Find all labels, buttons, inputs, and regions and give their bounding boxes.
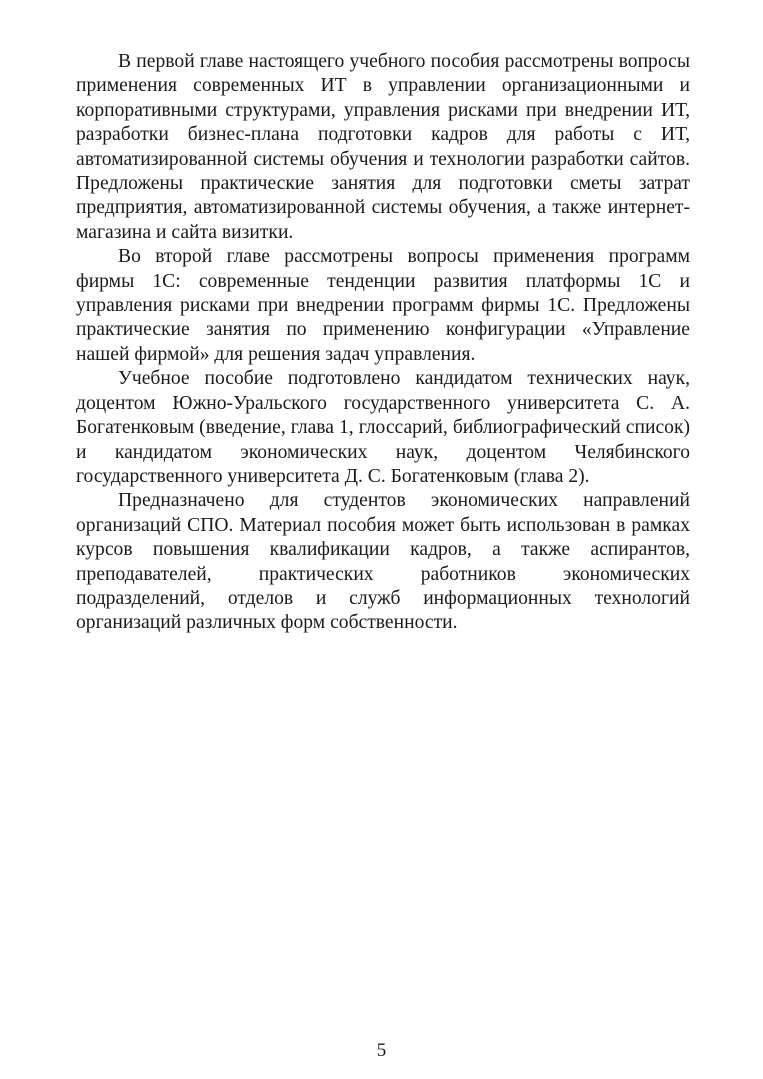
paragraph-authors: Учебное пособие подготовлено кандидатом технических наук, доцентом Южно-Уральского государственного университета С. А. Богатенковым (введение, глава 1, глоссарий, библиографический список) и кандидатом экономических наук, доцентом Челябинского государственного университета Д. С. Богатенковым (глава 2). [76,368,690,487]
body-text [76,50,690,636]
paragraph-second-chapter: Во второй главе рассмотрены вопросы применения программ фирмы 1С: современные тенденции развития платформы 1С и управления рисками при внедрении программ фирмы 1С. Предложены практические занятия по применению конфигурации «Управление нашей фирмой» для решения задач управления. [76,246,690,365]
paragraph-first-chapter: В первой главе настоящего учебного пособия рассмотрены вопросы применения современных ИТ в управлении организационными и корпоративными структурами, управления рисками при внедрении ИТ, разработки бизнес-плана подготовки кадров для работы с ИТ, автоматизированной системы обучения и технологии разработки сайтов. Предложены практические занятия для подготовки сметы затрат предприятия, автоматизированной системы обучения, а также интернет-магазина и сайта визитки. [76,51,690,243]
page-number: 5 [376,1040,387,1061]
paragraph-audience: Предназначено для студентов экономических направлений организаций СПО. Материал пособия может быть использован в рамках курсов повышения квалификации кадров, а также аспирантов, преподавателей, практических работников экономических подразделений, отделов и служб информационных технологий организаций различных форм собственности. [76,490,690,634]
